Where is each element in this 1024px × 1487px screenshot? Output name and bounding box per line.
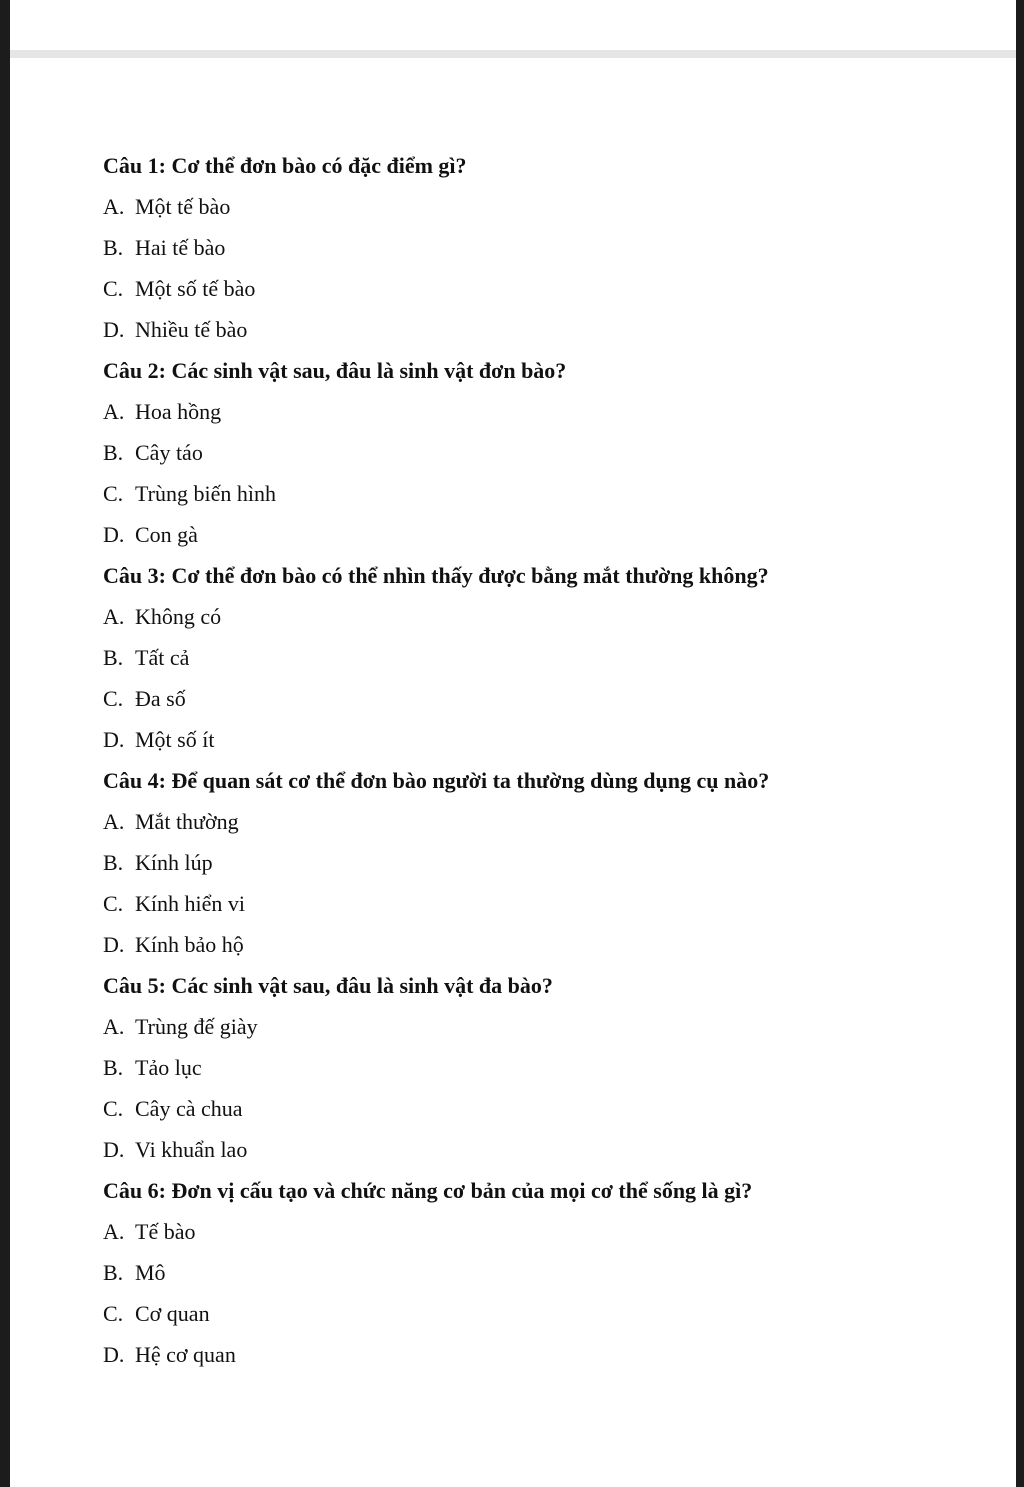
question-5 [103, 965, 1003, 1170]
answer-option-d [103, 309, 1003, 350]
option-letter: D. [103, 727, 125, 752]
option-text: Hai tế bào [135, 235, 226, 260]
question-title: Câu 6: Đơn vị cấu tạo và chức năng cơ bản của mọi cơ thể sống là gì? [103, 1178, 753, 1203]
option-text: Trùng đế giày [135, 1014, 258, 1039]
answer-option-d [103, 719, 1003, 760]
option-text: Cơ quan [135, 1301, 210, 1326]
option-letter: B. [103, 850, 124, 875]
option-letter: D. [103, 317, 125, 342]
answer-option-d [103, 1334, 1003, 1375]
option-text: Không có [135, 604, 222, 629]
option-letter: A. [103, 399, 125, 424]
option-letter: A. [103, 809, 125, 834]
document-page [10, 0, 1016, 1487]
answer-option-a [103, 596, 1003, 637]
answer-option-b [103, 1047, 1003, 1088]
option-letter: A. [103, 604, 125, 629]
option-text: Vi khuẩn lao [135, 1137, 248, 1162]
answer-option-b [103, 842, 1003, 883]
quiz-content [103, 145, 1003, 1375]
option-text: Mắt thường [135, 809, 239, 834]
answer-option-b [103, 227, 1003, 268]
answer-option-c [103, 473, 1003, 514]
option-text: Đa số [135, 686, 186, 711]
answer-option-d [103, 514, 1003, 555]
option-letter: C. [103, 891, 124, 916]
option-text: Nhiều tế bào [135, 317, 248, 342]
answer-option-b [103, 1252, 1003, 1293]
question-title: Câu 4: Để quan sát cơ thể đơn bào người ta thường dùng dụng cụ nào? [103, 768, 770, 793]
answer-option-c [103, 678, 1003, 719]
answer-option-d [103, 924, 1003, 965]
question-1 [103, 145, 1003, 350]
answer-option-a [103, 801, 1003, 842]
question-title: Câu 3: Cơ thể đơn bào có thể nhìn thấy được bằng mắt thường không? [103, 563, 769, 588]
answer-option-b [103, 432, 1003, 473]
option-letter: D. [103, 932, 125, 957]
answer-option-c [103, 268, 1003, 309]
option-text: Mô [135, 1260, 166, 1285]
option-letter: A. [103, 1014, 125, 1039]
answer-option-a [103, 186, 1003, 227]
option-text: Kính hiển vi [135, 891, 245, 916]
question-title: Câu 1: Cơ thể đơn bào có đặc điểm gì? [103, 153, 467, 178]
option-letter: D. [103, 1342, 125, 1367]
option-text: Tất cả [135, 645, 190, 670]
option-letter: C. [103, 1096, 124, 1121]
option-letter: C. [103, 686, 124, 711]
answer-option-c [103, 1088, 1003, 1129]
option-letter: B. [103, 235, 124, 260]
option-letter: D. [103, 522, 125, 547]
option-letter: C. [103, 276, 124, 301]
option-letter: B. [103, 1260, 124, 1285]
option-letter: B. [103, 440, 124, 465]
option-text: Hệ cơ quan [135, 1342, 236, 1367]
option-letter: B. [103, 645, 124, 670]
option-text: Con gà [135, 522, 198, 547]
option-text: Cây táo [135, 440, 203, 465]
option-letter: A. [103, 194, 125, 219]
answer-option-b [103, 637, 1003, 678]
option-text: Một số tế bào [135, 276, 256, 301]
option-text: Cây cà chua [135, 1096, 243, 1121]
option-letter: B. [103, 1055, 124, 1080]
option-letter: C. [103, 1301, 124, 1326]
question-title: Câu 5: Các sinh vật sau, đâu là sinh vật đa bào? [103, 973, 553, 998]
option-text: Tảo lục [135, 1055, 202, 1080]
page-top-divider [10, 50, 1016, 58]
option-text: Trùng biến hình [135, 481, 276, 506]
option-letter: C. [103, 481, 124, 506]
answer-option-a [103, 391, 1003, 432]
option-text: Hoa hồng [135, 399, 222, 424]
answer-option-a [103, 1006, 1003, 1047]
question-2 [103, 350, 1003, 555]
question-3 [103, 555, 1003, 760]
option-text: Một tế bào [135, 194, 231, 219]
option-letter: A. [103, 1219, 125, 1244]
answer-option-c [103, 1293, 1003, 1334]
option-text: Tế bào [135, 1219, 196, 1244]
answer-option-d [103, 1129, 1003, 1170]
question-4 [103, 760, 1003, 965]
answer-option-c [103, 883, 1003, 924]
question-title: Câu 2: Các sinh vật sau, đâu là sinh vật đơn bào? [103, 358, 567, 383]
answer-option-a [103, 1211, 1003, 1252]
option-text: Một số ít [135, 727, 215, 752]
question-6 [103, 1170, 1003, 1375]
option-text: Kính lúp [135, 850, 213, 875]
option-text: Kính bảo hộ [135, 932, 244, 957]
option-letter: D. [103, 1137, 125, 1162]
